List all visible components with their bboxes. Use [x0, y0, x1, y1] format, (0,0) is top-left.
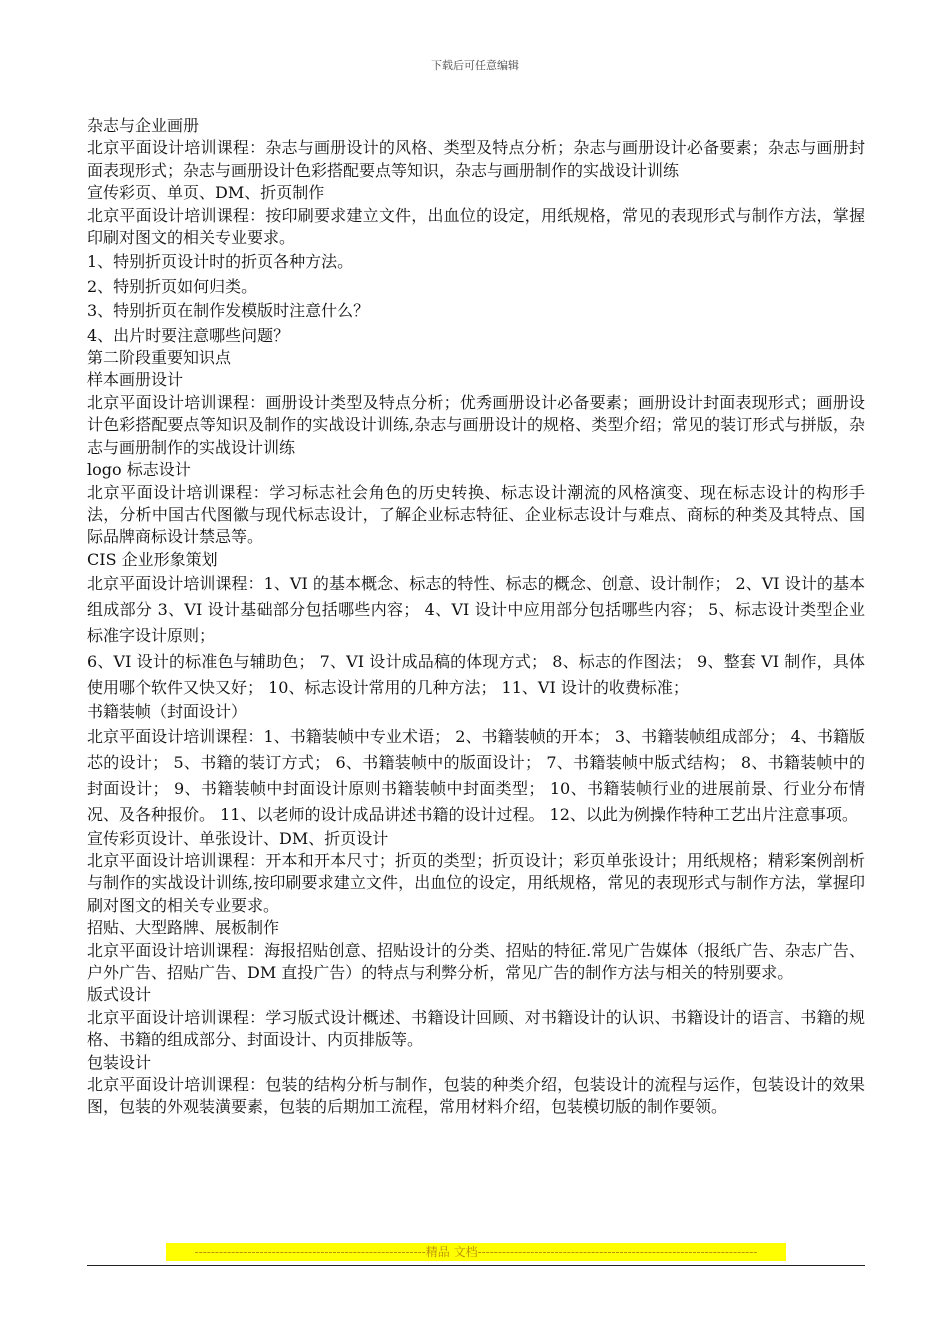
paragraph: 北京平面设计培训课程：1、书籍装帧中专业术语； 2、书籍装帧的开本； 3、书籍装帧组成部分； 4、书籍版芯的设计； 5、书籍的装订方式； 6、书籍装帧中的版面设计； 7、书籍装帧中版式结构； 8、书籍装帧中的封面设计； 9、书籍装帧中封面设计原则书籍装帧中封面类型； 10、书籍装帧行业的进展前景、行业分布情况、及各种报价。 11、以老师的设计成品讲述书籍的设计过程。 12、以此为例操作特种工艺出片注意事项。: [87, 726, 865, 824]
list-item: 4、出片时要注意哪些问题？: [87, 325, 290, 345]
paragraph: 北京平面设计培训课程：海报招贴创意、招贴设计的分类、招贴的特征.常见广告媒体（报纸广告、杂志广告、户外广告、招贴广告、DM 直投广告）的特点与利弊分析，常见广告的制作方法与相关的特别要求。: [87, 940, 865, 982]
list-item: 2、特别折页如何归类。: [87, 276, 258, 296]
paragraph: 北京平面设计培训课程：学习标志社会角色的历史转换、标志设计潮流的风格演变、现在标志设计的构形手法，分析中国古代图徽与现代标志设计，了解企业标志特征、企业标志设计与难点、商标的种类及其特点、国际品牌商标设计禁忌等。: [87, 482, 865, 547]
paragraph: 北京平面设计培训课程：包装的结构分析与制作，包装的种类介绍，包装设计的流程与运作，包装设计的效果图，包装的外观装潢要素，包装的后期加工流程，常用材料介绍，包装模切版的制作要领。: [87, 1075, 865, 1117]
paragraph: 北京平面设计培训课程：杂志与画册设计的风格、类型及特点分析；杂志与画册设计必备要素；杂志与画册封面表现形式；杂志与画册设计色彩搭配要点等知识，杂志与画册制作的实战设计训练: [87, 138, 865, 180]
paragraph: 北京平面设计培训课程：按印刷要求建立文件，出血位的设定，用纸规格，常见的表现形式与制作方法，掌握印刷对图文的相关专业要求。: [87, 205, 865, 248]
section-heading: 宣传彩页设计、单张设计、DM、折页设计: [87, 828, 389, 848]
paragraph: 6、VI 设计的标准色与辅助色； 7、VI 设计成品稿的体现方式； 8、标志的作图法； 9、整套 VI 制作，具体使用哪个软件又快又好； 10、标志设计常用的几种方法； 11、VI 设计的收费标准；: [87, 652, 865, 698]
page-header-note: 下载后可任意编辑: [431, 59, 519, 72]
page-footer: [87, 1243, 865, 1261]
section-heading: 包装设计: [87, 1052, 152, 1072]
document-body: [87, 115, 865, 1119]
section-heading: logo 标志设计: [87, 460, 191, 480]
paragraph: 北京平面设计培训课程：画册设计类型及特点分析；优秀画册设计必备要素；画册设计封面表现形式；画册设计色彩搭配要点等知识及制作的实战设计训练,杂志与画册设计的规格、类型介绍；常见的装订形式与拼版，杂志与画册制作的实战设计训练: [87, 392, 865, 457]
section-heading: CIS 企业形象策划: [87, 549, 218, 569]
section-heading: 招贴、大型路牌、展板制作: [87, 918, 280, 938]
section-heading: 第二阶段重要知识点: [87, 348, 232, 368]
section-heading: 版式设计: [87, 985, 152, 1005]
section-heading: 宣传彩页、单页、DM、折页制作: [87, 183, 325, 203]
paragraph: 北京平面设计培训课程：开本和开本尺寸；折页的类型；折页设计；彩页单张设计；用纸规格；精彩案例剖析与制作的实战设计训练,按印刷要求建立文件，出血位的设定，用纸规格，常见的表现形式与制作方法，掌握印刷对图文的相关专业要求。: [87, 850, 865, 915]
footer-divider: [87, 1265, 865, 1266]
paragraph: 北京平面设计培训课程：学习版式设计概述、书籍设计回顾、对书籍设计的认识、书籍设计的语言、书籍的规格、书籍的组成部分、封面设计、内页排版等。: [87, 1007, 865, 1050]
paragraph: 北京平面设计培训课程：1、VI 的基本概念、标志的特性、标志的概念、创意、设计制作； 2、VI 设计的基本组成部分 3、VI 设计基础部分包括哪些内容； 4、VI 设计中应用部分包括哪些内容； 5、标志设计类型企业标准字设计原则；: [87, 574, 865, 646]
section-heading: 书籍装帧（封面设计）: [87, 702, 248, 722]
section-heading: 样本画册设计: [87, 370, 184, 390]
footer-banner: ---------------------------------------------------------精品 文档---------------------------------------------------------------------: [166, 1243, 786, 1261]
list-item: 1、特别折页设计时的折页各种方法。: [87, 252, 354, 272]
section-heading: 杂志与企业画册: [87, 116, 200, 135]
list-item: 3、特别折页在制作发模版时注意什么？: [87, 301, 370, 321]
